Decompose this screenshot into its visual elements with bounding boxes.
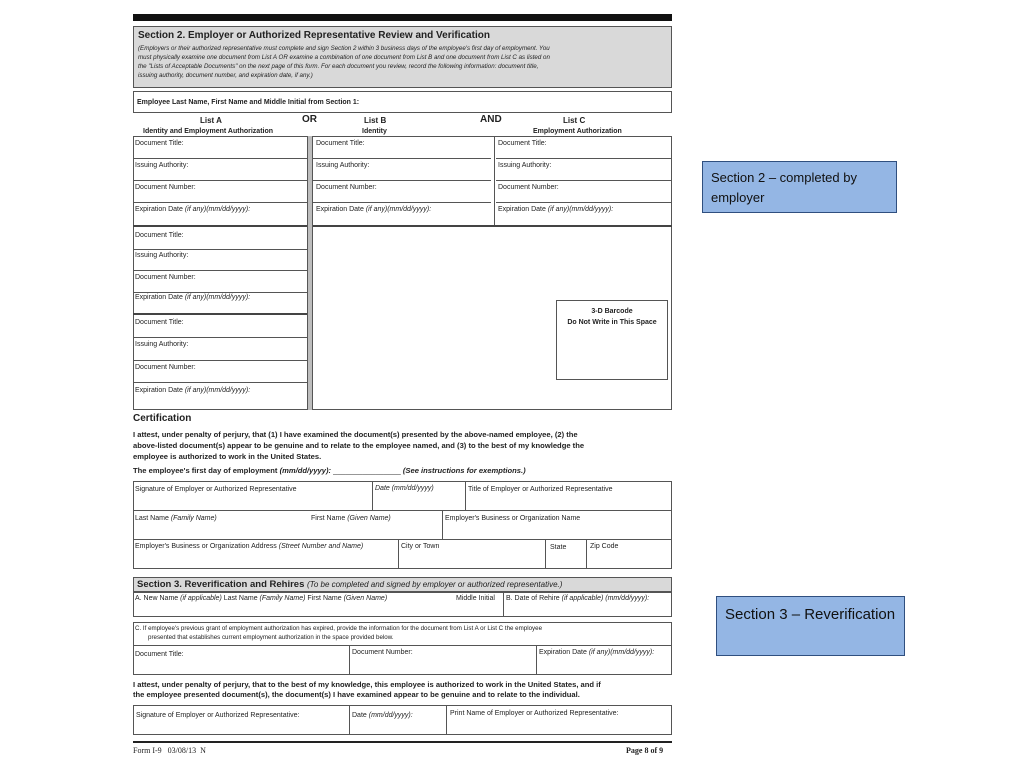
list-a-doc3-number[interactable]: Document Number:: [135, 364, 196, 371]
list-b-expiration-field[interactable]: Expiration Date (if any)(mm/dd/yyyy):: [316, 206, 432, 213]
section2-header: [133, 26, 672, 88]
list-a-doc1-issuing[interactable]: Issuing Authority:: [135, 162, 189, 169]
cert-title-field[interactable]: Title of Employer or Authorized Representative: [468, 486, 613, 493]
cert-zip-field[interactable]: Zip Code: [590, 543, 619, 550]
certification-text-3: employee is authorized to work in the United States.: [133, 452, 322, 461]
cert-state-field[interactable]: State: [550, 544, 567, 551]
list-a-doc1-title[interactable]: Document Title:: [135, 140, 184, 147]
list-a-doc2-number[interactable]: Document Number:: [135, 274, 196, 281]
section2-instructions-1: (Employers or their authorized representative must complete and sign Section 2 within 3 business days of the employee's first day of employment. You: [138, 45, 550, 52]
section3-c-text-2: presented that establishes current employment authorization in the space provided below.: [148, 634, 394, 641]
section2-title: Section 2. Employer or Authorized Representative Review and Verification: [138, 30, 490, 41]
list-a-doc3-expiration[interactable]: Expiration Date (if any)(mm/dd/yyyy):: [135, 387, 251, 394]
cert-signature-field[interactable]: Signature of Employer or Authorized Representative: [135, 486, 297, 493]
footer-page-number: Page 8 of 9: [626, 746, 664, 755]
list-b-title-field[interactable]: Document Title:: [316, 140, 365, 147]
section3-attest-1: I attest, under penalty of perjury, that to the best of my knowledge, this employee is authorized to work in the United States, and if: [133, 680, 601, 689]
list-c-title: List C: [563, 116, 586, 125]
employee-name-field[interactable]: [133, 91, 672, 113]
section3-expiration-field[interactable]: Expiration Date (if any)(mm/dd/yyyy):: [539, 649, 655, 656]
first-day-row[interactable]: The employee's first day of employment (mm/dd/yyyy): ________________ (See instructions for exemptions.): [133, 466, 526, 475]
cert-last-name-field[interactable]: Last Name (Family Name): [135, 515, 217, 522]
certification-title: Certification: [133, 413, 192, 424]
list-a-doc3-issuing[interactable]: Issuing Authority:: [135, 341, 189, 348]
section2-callout: [702, 161, 897, 213]
or-label: OR: [302, 114, 317, 125]
list-c-expiration-field[interactable]: Expiration Date (if any)(mm/dd/yyyy):: [498, 206, 614, 213]
cert-address-field[interactable]: Employer's Business or Organization Address (Street Number and Name): [135, 543, 364, 550]
section3-title: Section 3. Reverification and Rehires (To be completed and signed by employer or authorized representative.): [137, 579, 563, 590]
cert-first-name-field[interactable]: First Name (Given Name): [311, 515, 391, 522]
section3-new-name-field[interactable]: A. New Name (if applicable) Last Name (Family Name) First Name (Given Name): [135, 595, 388, 602]
cert-city-field[interactable]: City or Town: [401, 543, 440, 550]
section3-callout-text: Section 3 – Reverification: [725, 606, 896, 623]
section2-callout-text: Section 2 – completed by employer: [711, 170, 857, 205]
list-a-doc2-title[interactable]: Document Title:: [135, 232, 184, 239]
barcode-label-2: Do Not Write in This Space: [567, 319, 657, 326]
section3-middle-initial-field[interactable]: Middle Initial: [456, 595, 495, 602]
list-a-doc2-issuing[interactable]: Issuing Authority:: [135, 252, 189, 259]
cert-business-name-field[interactable]: Employer's Business or Organization Name: [445, 515, 581, 522]
section3-doc-number-field[interactable]: Document Number:: [352, 649, 413, 656]
section3-c-text-1: C. If employee's previous grant of employment authorization has expired, provide the information for the document from List A or List C the employee: [135, 625, 543, 632]
list-separator: [307, 136, 313, 410]
barcode-box: [556, 300, 668, 380]
list-b-issuing-field[interactable]: Issuing Authority:: [316, 162, 370, 169]
list-c-sub: Employment Authorization: [533, 128, 622, 135]
list-c-number-field[interactable]: Document Number:: [498, 184, 559, 191]
top-rule: [133, 14, 672, 21]
section3-callout: [716, 596, 905, 656]
section2-instructions-3: the "Lists of Acceptable Documents" on the next page of this form. For each document you review, record the following information: document title,: [138, 63, 539, 70]
footer-form-id: Form I-9 03/08/13 N: [133, 746, 206, 755]
section2-instructions-2: must physically examine one document from List A OR examine a combination of one document from List B and one document from List C as listed on: [138, 54, 550, 61]
and-label: AND: [480, 114, 502, 125]
list-c-title-field[interactable]: Document Title:: [498, 140, 547, 147]
list-a-sub: Identity and Employment Authorization: [143, 128, 274, 135]
certification-text-1: I attest, under penalty of perjury, that (1) I have examined the document(s) presented by the above-named employee, (2) the: [133, 430, 578, 439]
section3-attest-2: the employee presented document(s), the document(s) I have examined appear to be genuine and to relate to the individual.: [133, 690, 580, 699]
section3-doc-title-field[interactable]: Document Title:: [135, 651, 184, 658]
list-a-doc2-expiration[interactable]: Expiration Date (if any)(mm/dd/yyyy):: [135, 294, 251, 301]
section2-instructions-4: issuing authority, document number, and expiration date, if any.): [138, 72, 313, 79]
section3-header: [133, 577, 672, 592]
section3-signature-field[interactable]: Signature of Employer or Authorized Representative:: [136, 712, 300, 719]
employee-name-label: Employee Last Name, First Name and Middle Initial from Section 1:: [137, 99, 360, 106]
cert-date-field[interactable]: Date (mm/dd/yyyy): [375, 485, 434, 492]
list-a-doc1-expiration[interactable]: Expiration Date (if any)(mm/dd/yyyy):: [135, 206, 251, 213]
barcode-label-1: 3-D Barcode: [591, 308, 633, 315]
list-a-doc3-title[interactable]: Document Title:: [135, 319, 184, 326]
footer-rule: [133, 741, 672, 743]
list-a-title: List A: [200, 116, 222, 125]
list-a-doc1-number[interactable]: Document Number:: [135, 184, 196, 191]
section3-print-name-field[interactable]: Print Name of Employer or Authorized Representative:: [450, 710, 619, 717]
certification-table: [133, 481, 672, 569]
section3-rehire-field[interactable]: B. Date of Rehire (if applicable) (mm/dd/yyyy):: [506, 595, 650, 602]
list-b-number-field[interactable]: Document Number:: [316, 184, 377, 191]
list-c-issuing-field[interactable]: Issuing Authority:: [498, 162, 552, 169]
list-b-sub: Identity: [362, 128, 387, 135]
certification-text-2: above-listed document(s) appear to be genuine and to relate to the employee named, and (3) to the best of my knowledge the: [133, 441, 585, 450]
list-b-title: List B: [364, 116, 387, 125]
section3-date-field[interactable]: Date (mm/dd/yyyy):: [352, 712, 413, 719]
